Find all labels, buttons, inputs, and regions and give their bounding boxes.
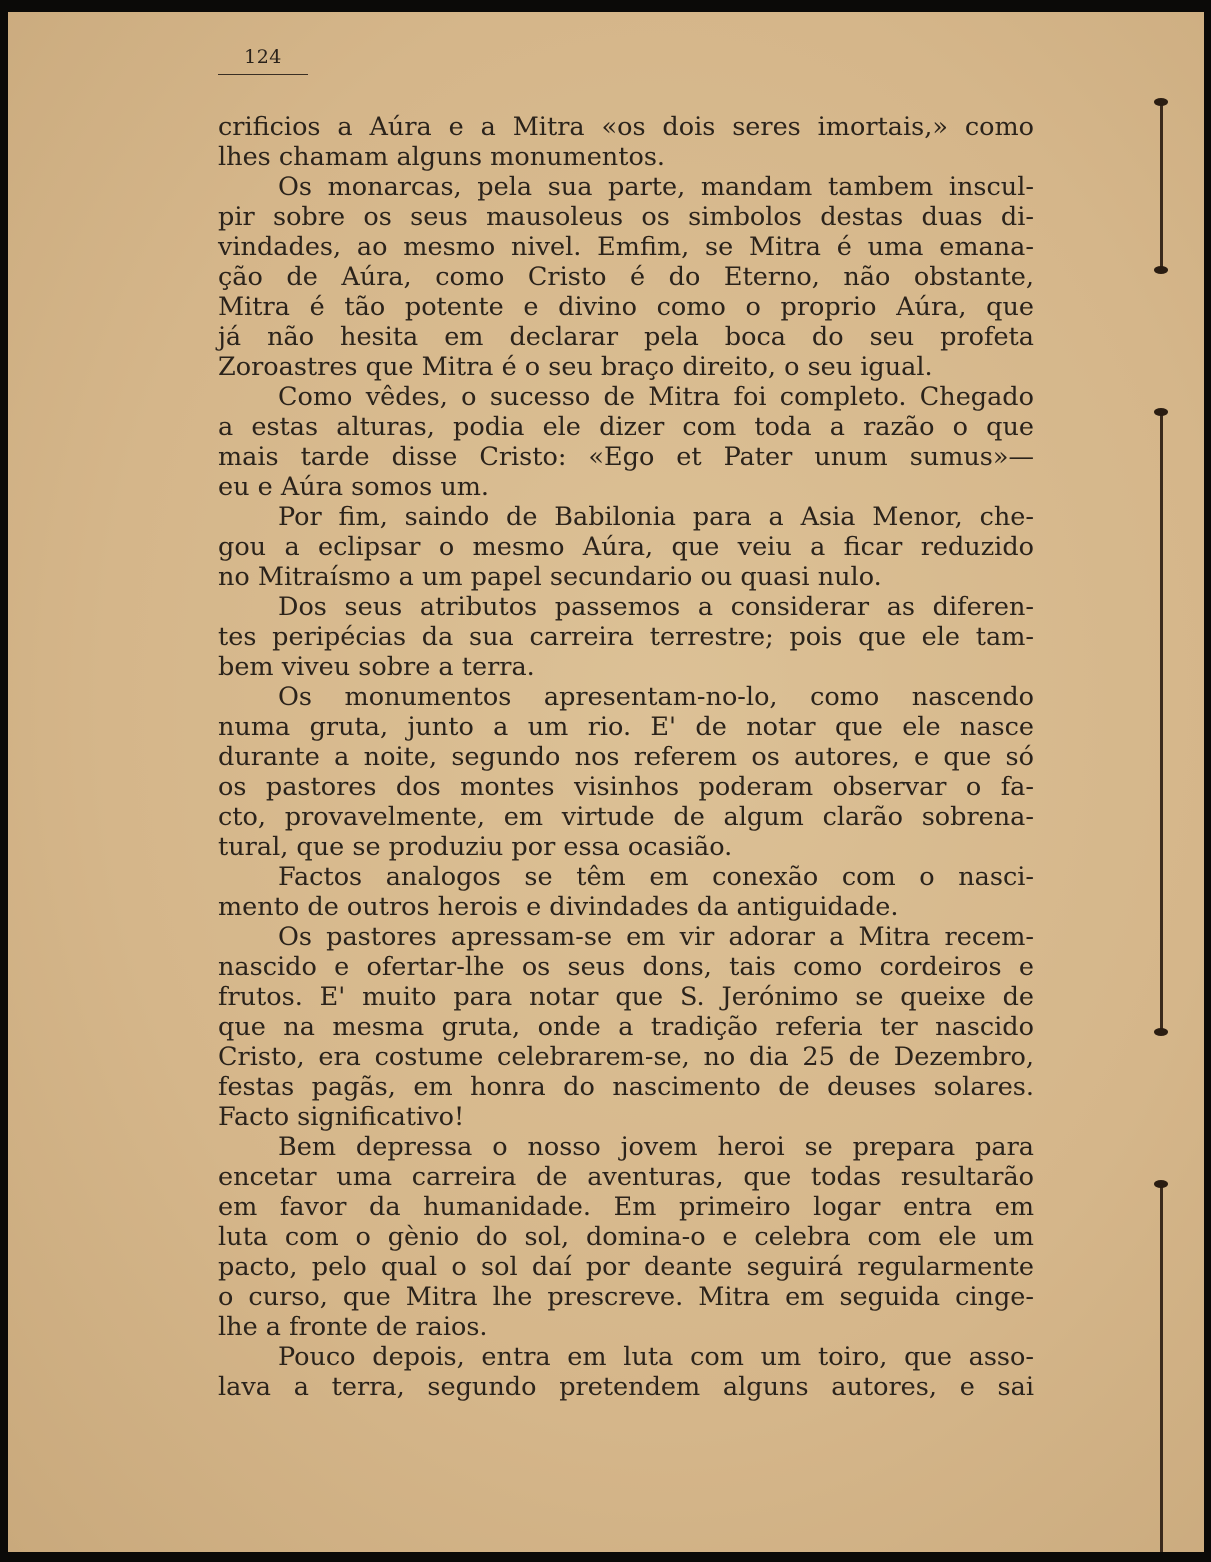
- text-line: eu e Aúra somos um.: [218, 472, 490, 502]
- text-line: Os monarcas, pela sua parte, mandam tambem inscul-: [278, 172, 1034, 202]
- text-line: Facto significativo!: [218, 1102, 465, 1132]
- text-line: o curso, que Mitra lhe prescreve. Mitra em seguida cinge-: [218, 1282, 1034, 1312]
- text-line: pir sobre os seus mausoleus os simbolos destas duas di-: [218, 202, 1034, 232]
- text-line: já não hesita em declarar pela boca do seu profeta: [218, 322, 1034, 352]
- text-line: tural, que se produziu por essa ocasião.: [218, 832, 733, 862]
- text-line: gou a eclipsar o mesmo Aúra, que veiu a ficar reduzido: [218, 532, 1034, 562]
- text-line: Pouco depois, entra em luta com um toiro, que asso-: [278, 1342, 1034, 1372]
- text-line: Dos seus atributos passemos a considerar as diferen-: [278, 592, 1034, 622]
- page-number: 124: [218, 46, 308, 75]
- text-line: Por fim, saindo de Babilonia para a Asia Menor, che-: [278, 502, 1034, 532]
- text-line: ção de Aúra, como Cristo é do Eterno, não obstante,: [218, 262, 1034, 292]
- text-line: nascido e ofertar-lhe os seus dons, tais como cordeiros e: [218, 952, 1034, 982]
- book-page: [8, 12, 1204, 1552]
- text-line: que na mesma gruta, onde a tradição referia ter nascido: [218, 1012, 1034, 1042]
- text-line: luta com o gènio do sol, domina-o e celebra com ele um: [218, 1222, 1034, 1252]
- text-line: cto, provavelmente, em virtude de algum clarão sobrena-: [218, 802, 1034, 832]
- text-line: a estas alturas, podia ele dizer com toda a razão o que: [218, 412, 1034, 442]
- text-line: os pastores dos montes visinhos poderam observar o fa-: [218, 772, 1034, 802]
- text-line: lhe a fronte de raios.: [218, 1312, 488, 1342]
- text-line: encetar uma carreira de aventuras, que todas resultarão: [218, 1162, 1034, 1192]
- text-line: no Mitraísmo a um papel secundario ou quasi nulo.: [218, 562, 882, 592]
- text-line: Como vêdes, o sucesso de Mitra foi completo. Chegado: [278, 382, 1034, 412]
- text-line: mais tarde disse Cristo: «Ego et Pater unum sumus»—: [218, 442, 1034, 472]
- text-line: em favor da humanidade. Em primeiro logar entra em: [218, 1192, 1034, 1222]
- text-line: crificios a Aúra e a Mitra «os dois seres imortais,» como: [218, 112, 1034, 142]
- text-line: Cristo, era costume celebrarem-se, no dia 25 de Dezembro,: [218, 1042, 1034, 1072]
- binding-mark: [1160, 102, 1163, 270]
- text-line: festas pagãs, em honra do nascimento de deuses solares.: [218, 1072, 1034, 1102]
- binding-mark: [1160, 1184, 1163, 1552]
- text-line: numa gruta, junto a um rio. E' de notar que ele nasce: [218, 712, 1034, 742]
- text-line: durante a noite, segundo nos referem os autores, e que só: [218, 742, 1034, 772]
- text-line: bem viveu sobre a terra.: [218, 652, 535, 682]
- text-line: Mitra é tão potente e divino como o proprio Aúra, que: [218, 292, 1034, 322]
- text-line: tes peripécias da sua carreira terrestre; pois que ele tam-: [218, 622, 1034, 652]
- text-line: mento de outros herois e divindades da antiguidade.: [218, 892, 899, 922]
- text-line: Bem depressa o nosso jovem heroi se prepara para: [278, 1132, 1034, 1162]
- text-line: Zoroastres que Mitra é o seu braço direito, o seu igual.: [218, 352, 933, 382]
- text-line: frutos. E' muito para notar que S. Jerónimo se queixe de: [218, 982, 1034, 1012]
- margin-binding-marks: [1124, 12, 1204, 1552]
- text-line: Os pastores apressam-se em vir adorar a Mitra recem-: [278, 922, 1034, 952]
- text-line: Factos analogos se têm em conexão com o nasci-: [278, 862, 1034, 892]
- text-line: pacto, pelo qual o sol daí por deante seguirá regularmente: [218, 1252, 1034, 1282]
- binding-mark: [1160, 412, 1163, 1032]
- text-line: Os monumentos apresentam-no-lo, como nascendo: [278, 682, 1034, 712]
- text-line: vindades, ao mesmo nivel. Emfim, se Mitra é uma emana-: [218, 232, 1034, 262]
- body-text: [218, 112, 1034, 1402]
- text-line: lhes chamam alguns monumentos.: [218, 142, 666, 172]
- text-line: lava a terra, segundo pretendem alguns autores, e sai: [218, 1372, 1034, 1402]
